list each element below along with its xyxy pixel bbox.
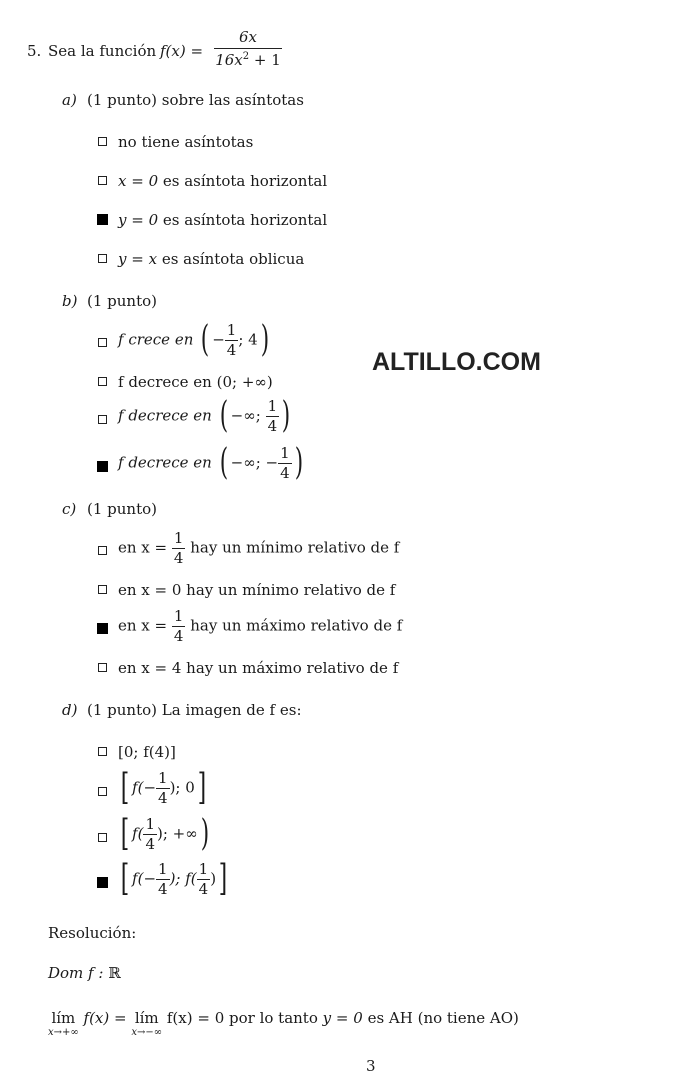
option-b1: f crece en ( − $\frac{1}{4}$ ; 4) — [118, 319, 269, 360]
option-a1: no tiene asíntotas — [118, 133, 254, 151]
checkbox-b1[interactable] — [98, 338, 107, 347]
domain-line: Dom f : ℝ — [48, 964, 121, 982]
checkbox-d2[interactable] — [98, 787, 107, 796]
option-a3: y = 0 es asíntota horizontal — [118, 211, 328, 229]
checkbox-a4[interactable] — [98, 254, 107, 263]
option-c1: en x = $\frac{1}{4}$ hay un mínimo relativo de f — [118, 529, 400, 567]
checkbox-d4[interactable] — [97, 877, 108, 888]
part-b-title: (1 punto) — [87, 292, 157, 310]
checkbox-c2[interactable] — [98, 585, 107, 594]
part-b-label: b) — [62, 292, 78, 310]
option-a2: x = 0 es asíntota horizontal — [118, 172, 328, 190]
option-c3: en x = $\frac{1}{4}$ hay un máximo relativo de f — [118, 607, 403, 645]
function-lhs: f(x) = — [160, 42, 204, 60]
function-denominator: $16x^2 + 1$ — [215, 51, 281, 69]
checkbox-c4[interactable] — [98, 663, 107, 672]
function-numerator: 6x — [214, 30, 282, 49]
option-a4: y = x es asíntota oblicua — [118, 250, 305, 268]
option-b4: f decrece en ( −∞; − $\frac{1}{4}$ ) — [118, 442, 303, 483]
option-d1: [0; f(4)] — [118, 743, 176, 761]
resolution-heading: Resolución: — [48, 924, 137, 942]
problem-intro: Sea la función — [48, 42, 157, 60]
part-c-title: (1 punto) — [87, 500, 157, 518]
checkbox-a1[interactable] — [98, 137, 107, 146]
part-c-label: c) — [62, 500, 77, 518]
checkbox-c1[interactable] — [98, 546, 107, 555]
checkbox-b2[interactable] — [98, 377, 107, 386]
part-a-title: (1 punto) sobre las asíntotas — [87, 91, 304, 109]
option-b3: f decrece en ( −∞; $\frac{1}{4}$ ) — [118, 395, 291, 436]
limits-line: lím x→+∞ f(x) = lím x→−∞ f(x) = 0 por lo tanto y = 0 es AH (no tiene AO) — [48, 1009, 519, 1038]
checkbox-d3[interactable] — [98, 833, 107, 842]
option-b2: f decrece en (0; +∞) — [118, 373, 273, 391]
option-c4: en x = 4 hay un máximo relativo de f — [118, 659, 399, 677]
checkbox-b4[interactable] — [97, 461, 108, 472]
option-d4: [ f(− $\frac{1}{4}$ ); f( $\frac{1}{4}$ )] — [120, 858, 228, 899]
checkbox-a2[interactable] — [98, 176, 107, 185]
part-a-label: a) — [62, 91, 77, 109]
checkbox-c3[interactable] — [97, 623, 108, 634]
watermark-logo: ALTILLO.COM — [372, 348, 541, 376]
function-fraction — [214, 30, 282, 68]
checkbox-b3[interactable] — [98, 415, 107, 424]
option-d3: [ f( $\frac{1}{4}$ ); +∞) — [120, 813, 209, 854]
option-d2: [ f(− $\frac{1}{4}$ ); 0] — [120, 767, 207, 808]
option-c2: en x = 0 hay un mínimo relativo de f — [118, 581, 396, 599]
page-number: 3 — [366, 1057, 376, 1075]
problem-number: 5. — [27, 42, 42, 60]
part-d-title: (1 punto) La imagen de f es: — [87, 701, 302, 719]
checkbox-a3[interactable] — [97, 214, 108, 225]
checkbox-d1[interactable] — [98, 747, 107, 756]
part-d-label: d) — [62, 701, 78, 719]
